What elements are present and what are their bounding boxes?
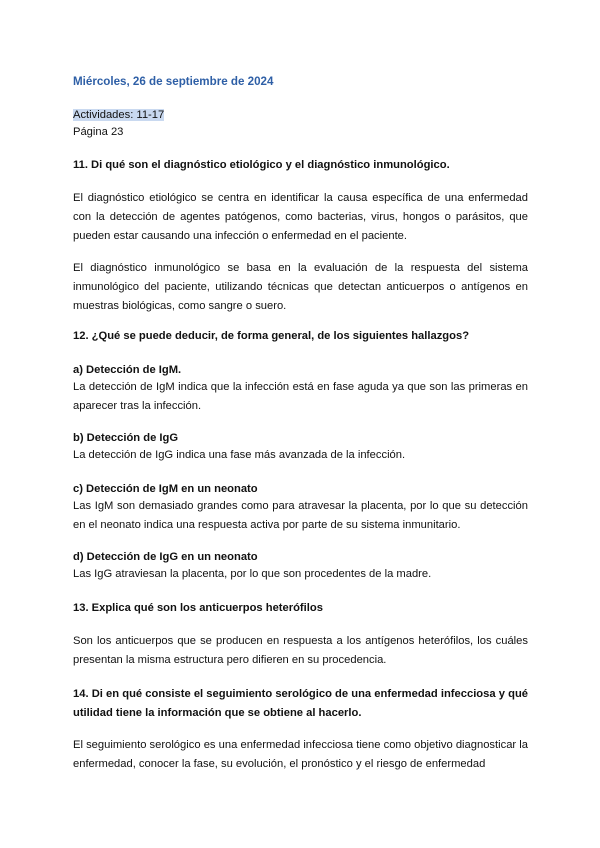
question-13-title: 13. Explica qué son los anticuerpos heterófilos xyxy=(73,602,323,614)
question-11-title: 11. Di qué son el diagnóstico etiológico y el diagnóstico inmunológico. xyxy=(73,159,450,171)
question-14-title: 14. Di en qué consiste el seguimiento serológico de una enfermedad infecciosa y qué utilidad tiene la información que se obtiene al hacerlo. xyxy=(73,688,528,719)
question-12c-text: Las IgM son demasiado grandes como para atravesar la placenta, por lo que su detección en el neonato indica una respuesta activa por parte de su sistema inmunitario. xyxy=(73,500,528,531)
question-11-paragraph-2: El diagnóstico inmunológico se basa en la evaluación de la respuesta del sistema inmunológico del paciente, utilizando técnicas que detectan anticuerpos o antígenos en muestras biológicas, como sangre o suero. xyxy=(73,262,528,312)
document-date: Miércoles, 26 de septiembre de 2024 xyxy=(73,75,274,88)
question-12-title: 12. ¿Qué se puede deducir, de forma general, de los siguientes hallazgos? xyxy=(73,330,470,342)
question-12d-title: d) Detección de IgG en un neonato xyxy=(73,551,258,563)
question-12a-title: a) Detección de IgM. xyxy=(73,364,182,376)
question-12b-text: La detección de IgG indica una fase más avanzada de la infección. xyxy=(73,449,406,461)
question-12d-text: Las IgG atraviesan la placenta, por lo que son procedentes de la madre. xyxy=(73,568,432,580)
question-14-text: El seguimiento serológico es una enfermedad infecciosa tiene como objetivo diagnosticar la enfermedad, conocer la fase, su evolución, el pronóstico y el riesgo de enfermedad xyxy=(73,739,528,770)
question-12b-title: b) Detección de IgG xyxy=(73,432,179,444)
question-12a-text: La detección de IgM indica que la infección está en fase aguda ya que son las primeras en aparecer tras la infección. xyxy=(73,381,528,412)
question-11-paragraph-1: El diagnóstico etiológico se centra en identificar la causa específica de una enfermedad con la detección de agentes patógenos, como bacterias, virus, hongos o parásitos, que pueden estar causando una infección o enfermedad en el paciente. xyxy=(73,192,528,242)
question-12c-title: c) Detección de IgM en un neonato xyxy=(73,483,258,495)
page-label: Página 23 xyxy=(73,126,124,138)
activities-text: Actividades: 11-17 xyxy=(73,109,165,121)
question-13-text: Son los anticuerpos que se producen en respuesta a los antígenos heterófilos, los cuáles presentan la misma estructura pero difieren en su procedencia. xyxy=(73,635,528,666)
